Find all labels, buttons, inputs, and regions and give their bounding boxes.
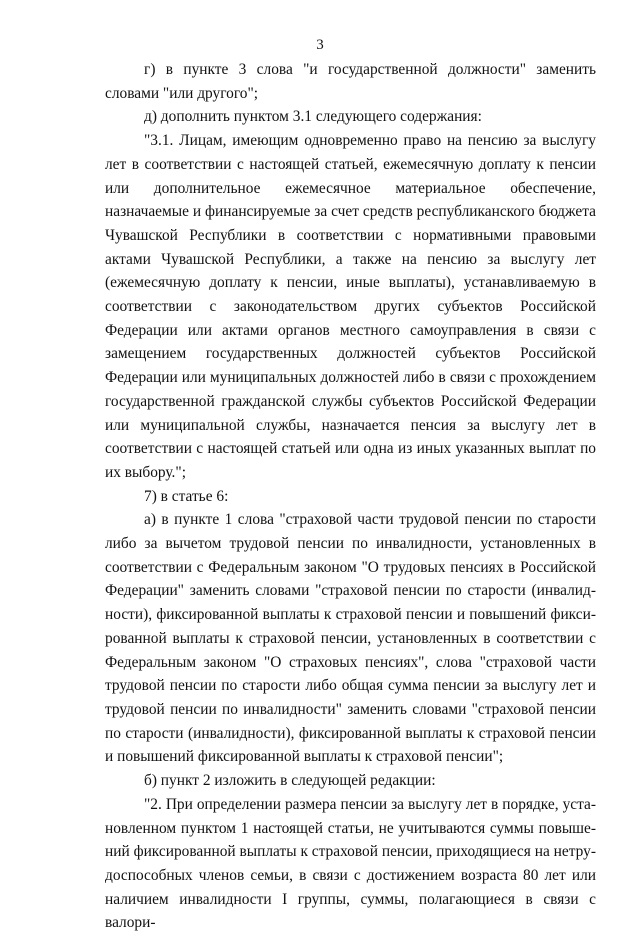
paragraph-article-6: 7) в статье 6: [144,487,229,505]
paragraph-item-g: г) в пункте 3 слова "и государственной должности" заменить словами "или другого"; [105,61,596,102]
document-body [105,58,596,935]
paragraph-point-3-1: "3.1. Лицам, имеющим одновременно право на пенсию за выслугу лет в соответствии с настоящей статьей, ежемесячную доплату к пенсии или дополнительное ежемесячное материальное обеспечение, назначаемые и финансируемые за счет средств республиканского бюджета Чувашской Республики в соответствии с нормативными правовыми актами Чувашской Республики, а также на пенсию за выслугу лет (ежемесячную доплату к пенсии, иные выплаты), устанавливаемую в соответствии с законодательством других субъектов Российской Федерации или актами органов местного самоуправления в связи с замещением государственных должностей субъектов Российской Федерации или муниципальных должностей либо в связи с прохождением государственной гражданской службы субъектов Российской Федерации или муниципальной службы, назначается пенсия за выслугу лет в соответствии с настоящей статьей или одна из иных указанных выплат по их выбору."; [105,132,596,481]
paragraph-item-a: а) в пункте 1 слова "страховой части трудовой пенсии по старости либо за вычетом трудовой пенсии по инвалидности, установленных в соответствии с Федеральным законом "О трудовых пенсиях в Российской Федерации" заменить словами "страховой пенсии по старости (инвалидности), фиксированной выплаты к страховой пенсии и повышений фиксированной выплаты к страховой пенсии, установленных в соответствии с Федеральным законом "О страховых пенсиях", слова "страховой части трудовой пенсии по старости либо общая сумма пенсии за выслугу лет и трудовой пенсии по инвалидности" заменить словами "страховой пенсии по старости (инвалидности), фиксированной выплаты к страховой пенсии и повышений фиксированной выплаты к страховой пенсии"; [105,511,596,766]
paragraph-point-2: "2. При определении размера пенсии за выслугу лет в порядке, установленном пунктом 1 настоящей статьи, не учитываются суммы повышений фиксированной выплаты к страховой пенсии, приходящиеся на нетрудоспособных членов семьи, в связи с достижением возраста 80 лет или наличием инвалидности I группы, суммы, полагающиеся в связи с валори- [105,795,596,932]
page-number: 3 [316,37,324,53]
paragraph-item-b: б) пункт 2 изложить в следующей редакции: [144,772,436,790]
paragraph-item-d: д) дополнить пунктом 3.1 следующего содержания: [144,108,482,126]
